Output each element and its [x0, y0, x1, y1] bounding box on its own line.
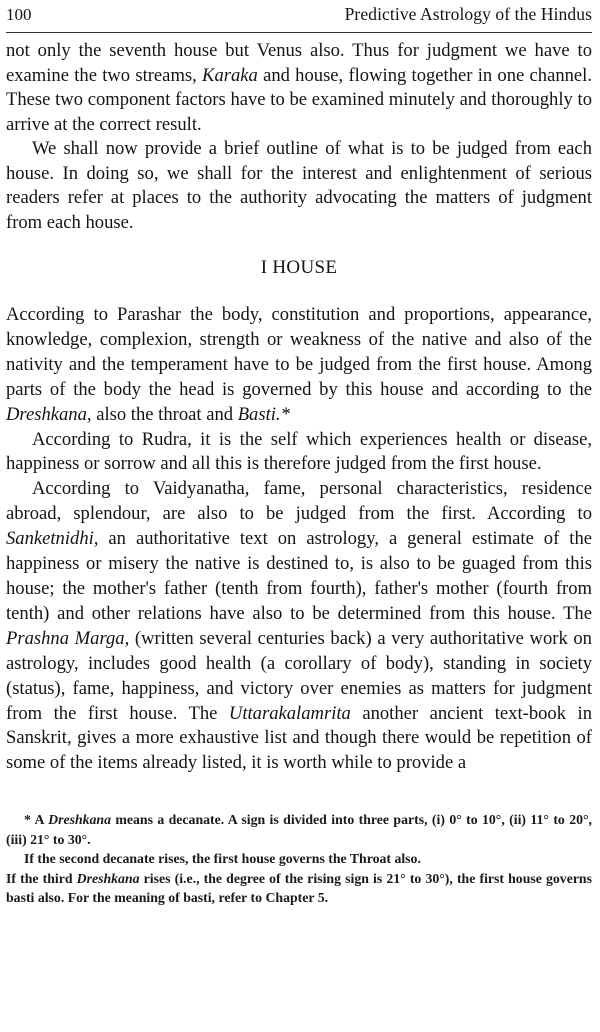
section-body: [6, 303, 592, 776]
text-run: According to Parashar the body, constitution and proportions, appearance, knowledge, complexion, strength or weakness of the native and also of the nativity and the temperament have to be judged from the first house. Among parts of the body the head is governed by this house and according to the: [6, 304, 592, 400]
text-run: rises (i.e., the degree of the rising sign is 21° to 30°), the first house governs basti also. For the meaning of basti, refer to Chapter 5.: [6, 870, 592, 906]
section-paragraph-1: [6, 303, 592, 428]
running-title: Predictive Astrology of the Hindus: [344, 4, 592, 24]
text-run: means a decanate. A sign is divided into three parts, (i) 0° to 10°, (ii) 11° to 20°, (iii) 21° to 30°.: [6, 812, 592, 847]
section-paragraph-3: [6, 477, 592, 776]
italic-term: Dreshkana: [48, 812, 111, 828]
italic-term: Sanketnidhi,: [6, 528, 99, 550]
footnotes: [6, 810, 592, 908]
italic-term: Uttarakalamrita: [228, 702, 351, 724]
page-number: 100: [6, 5, 32, 24]
footnote-1: [6, 810, 592, 849]
intro-paragraph-2: We shall now provide a brief outline of what is to be judged from each house. In doing so, we shall for the interest and enlightenment of serious readers refer at places to the authority advocating the matters of judgment from each house.: [6, 138, 592, 233]
text-run: (written several centuries back) a very authoritative work on astrology, includes good health (a corollary of body), standing in society (status), fame, happiness, and victory over enemies as matters for judgment from the first house. The: [6, 627, 592, 724]
text-run: * A: [24, 812, 49, 828]
footnote-3: [6, 869, 592, 908]
section-heading: I HOUSE: [260, 257, 338, 278]
text-run: If the third: [6, 870, 77, 886]
intro-text: [6, 39, 592, 235]
section-paragraph-2: According to Rudra, it is the self which experiences health or disease, happiness or sorrow and all this is therefore judged from the first house.: [6, 428, 592, 475]
intro-paragraph-1: [6, 39, 592, 137]
text-run: not only the seventh house but Venus also. Thus for judgment we have to examine the two streams,: [6, 40, 592, 86]
text-run: also the throat and: [91, 403, 238, 425]
italic-term: Prashna Marga,: [6, 627, 130, 649]
text-run: According to Vaidyanatha, fame, personal characteristics, residence abroad, splendour, are also to be judged from the first. According to: [6, 478, 592, 525]
italic-term: Basti.*: [237, 403, 290, 425]
text-run: and house, flowing together in one channel. These two component factors have to be examined minutely and thoroughly to arrive at the correct result.: [6, 64, 592, 135]
running-head: [6, 4, 592, 33]
italic-term: Dreshkana: [76, 870, 140, 886]
italic-term: Karaka: [202, 64, 258, 86]
text-run: an authoritative text on astrology, a general estimate of the happiness or misery the native is destined to, is also to be guaged from this house; the mother's father (tenth from fourth), father's mother (fourth from tenth) and other relations have also to be determined from this house. The: [6, 528, 592, 624]
italic-term: Dreshkana,: [6, 403, 92, 425]
text-run: another ancient text-book in Sanskrit, gives a more exhaustive list and though there would be repetition of some of the items already listed, it is worth while to provide a: [6, 702, 592, 774]
footnote-2: If the second decanate rises, the first house governs the Throat also.: [24, 851, 421, 867]
